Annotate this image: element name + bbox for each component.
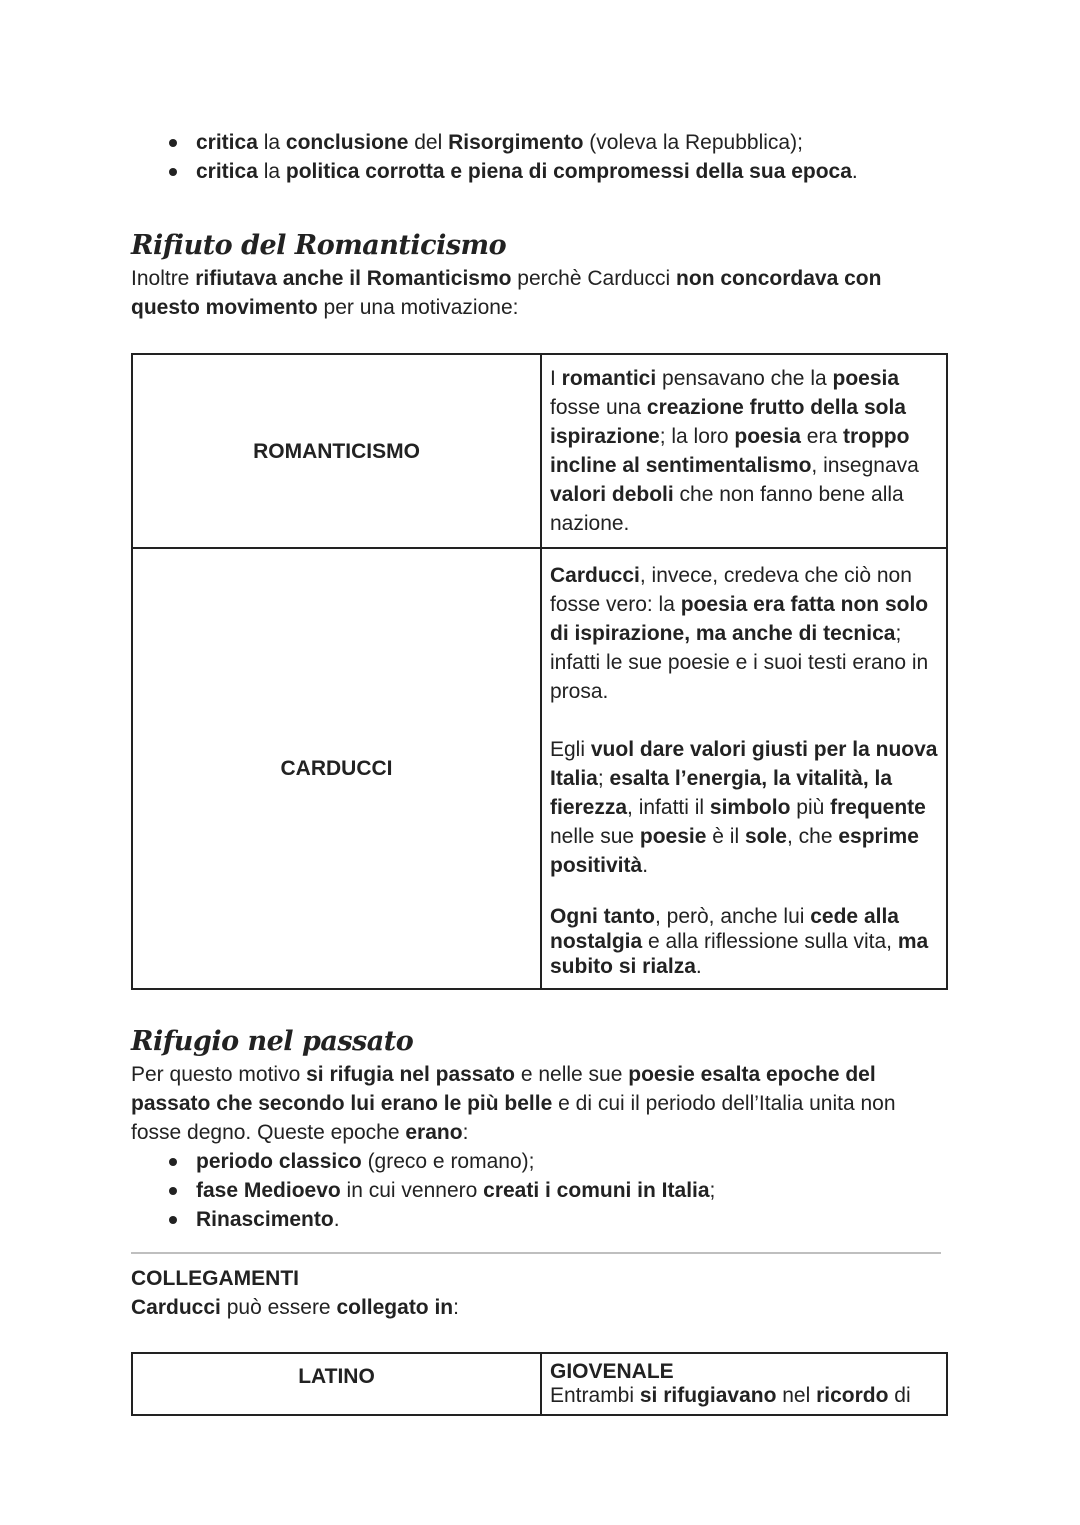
- bold-text: cede alla nostalgia: [550, 905, 899, 953]
- row-text-romanticismo: [541, 354, 947, 548]
- giovenale-title: GIOVENALE: [550, 1360, 674, 1383]
- table-row: [132, 1353, 947, 1415]
- bold-text: conclusione: [285, 131, 409, 154]
- document-page: [131, 128, 948, 1416]
- bold-text: vuol dare valori giusti per la nuova Italia: [550, 738, 938, 790]
- bold-text: creazione frutto della sola ispirazione: [550, 396, 906, 448]
- cell-paragraph: Egli vuol dare valori giusti per la nuova Italia; esalta l’energia, la vitalità, la fierezza, infatti il simbolo più frequente nelle sue poesie è il sole, che esprime positività.: [550, 738, 938, 877]
- bold-text: Carducci: [550, 564, 640, 587]
- bold-text: frequente: [830, 796, 926, 819]
- bold-text: poesia era fatta non solo di ispirazione, ma anche di tecnica: [550, 593, 929, 645]
- table-row: [132, 354, 947, 548]
- bold-text: poesia: [734, 425, 801, 448]
- bold-text: fase Medioevo: [196, 1179, 341, 1202]
- bold-text: si rifugia nel passato: [306, 1063, 515, 1086]
- cell-paragraph: Carducci, invece, credeva che ciò non fosse vero: la poesia era fatta non solo di ispirazione, ma anche di tecnica; infatti le sue poesie e i suoi testi erano in prosa.: [550, 564, 929, 703]
- list-item: critica la politica corrotta e piena di compromessi della sua epoca.: [131, 157, 948, 186]
- section-intro-rifugio: Per questo motivo si rifugia nel passato e nelle sue poesie esalta epoche del passato che secondo lui erano le più belle e di cui il periodo dell’Italia unita non fosse degno. Queste epoche erano:: [131, 1063, 896, 1144]
- bold-text: sole: [744, 825, 787, 848]
- bold-text: rifiutava anche il Romanticismo: [195, 267, 512, 290]
- bold-text: periodo classico: [196, 1150, 362, 1173]
- list-item: fase Medioevo in cui vennero creati i comuni in Italia;: [131, 1176, 948, 1205]
- row-label-carducci: CARDUCCI: [132, 548, 541, 989]
- collegamenti-table: [131, 1352, 948, 1416]
- romanticismo-table: [131, 353, 948, 990]
- bold-text: si rifugiavano: [639, 1384, 777, 1407]
- cell-paragraph: I romantici pensavano che la poesia fosse una creazione frutto della sola ispirazione; la loro poesia era troppo incline al sentimentalismo, insegnava valori deboli che non fanno bene alla nazione.: [550, 367, 919, 535]
- list-item: periodo classico (greco e romano);: [131, 1147, 948, 1176]
- bold-text: simbolo: [709, 796, 791, 819]
- bold-text: ricordo: [816, 1384, 889, 1407]
- row-label-romanticismo: ROMANTICISMO: [132, 354, 541, 548]
- bold-text: valori deboli: [550, 483, 674, 506]
- bold-text: poesia: [832, 367, 900, 390]
- bold-text: creati i comuni in Italia: [483, 1179, 710, 1202]
- row-text-giovenale: [541, 1353, 947, 1415]
- bold-text: Rinascimento: [196, 1208, 334, 1231]
- bold-text: non concordava con questo movimento: [131, 267, 882, 319]
- bold-text: esprime positività: [550, 825, 919, 877]
- list-item: Rinascimento.: [131, 1205, 948, 1234]
- bold-text: troppo incline al sentimentalismo: [550, 425, 910, 477]
- row-text-carducci: [541, 548, 947, 989]
- epoche-bullet-list: [131, 1147, 948, 1234]
- table-row: [132, 548, 947, 989]
- section-intro-rifiuto: Inoltre rifiutava anche il Romanticismo perchè Carducci non concordava con questo movimento per una motivazione:: [131, 267, 882, 319]
- cell-paragraph: Ogni tanto, però, anche lui cede alla nostalgia e alla riflessione sulla vita, ma subito si rialza.: [550, 905, 929, 978]
- bold-text: romantici: [561, 367, 657, 390]
- section-title-rifiuto: Rifiuto del Romanticismo: [131, 230, 507, 261]
- bold-text: collegato in: [336, 1296, 454, 1319]
- collegamenti-intro: Carducci può essere collegato in:: [131, 1296, 459, 1319]
- section-title-rifugio: Rifugio nel passato: [131, 1026, 414, 1057]
- bold-text: erano: [405, 1121, 463, 1144]
- bold-text: critica: [196, 160, 258, 183]
- bold-text: Risorgimento: [448, 131, 584, 154]
- bold-text: ma subito si rialza: [550, 930, 929, 978]
- top-bullet-list: [131, 128, 948, 186]
- bold-text: critica: [196, 131, 258, 154]
- bold-text: Carducci: [131, 1296, 221, 1319]
- bold-text: poesie: [639, 825, 707, 848]
- bold-text: politica corrotta e piena di compromessi della sua epoca: [285, 160, 852, 183]
- collegamenti-heading: COLLEGAMENTI: [131, 1267, 299, 1290]
- row-label-latino: LATINO: [132, 1353, 541, 1415]
- bold-text: poesie esalta epoche del passato che secondo lui erano le più belle: [131, 1063, 876, 1115]
- bold-text: esalta l’energia, la vitalità, la fierezza: [550, 767, 893, 819]
- giovenale-text: Entrambi si rifugiavano nel ricordo di: [550, 1384, 911, 1407]
- list-item: critica la conclusione del Risorgimento (voleva la Repubblica);: [131, 128, 948, 157]
- bold-text: Ogni tanto: [550, 905, 655, 928]
